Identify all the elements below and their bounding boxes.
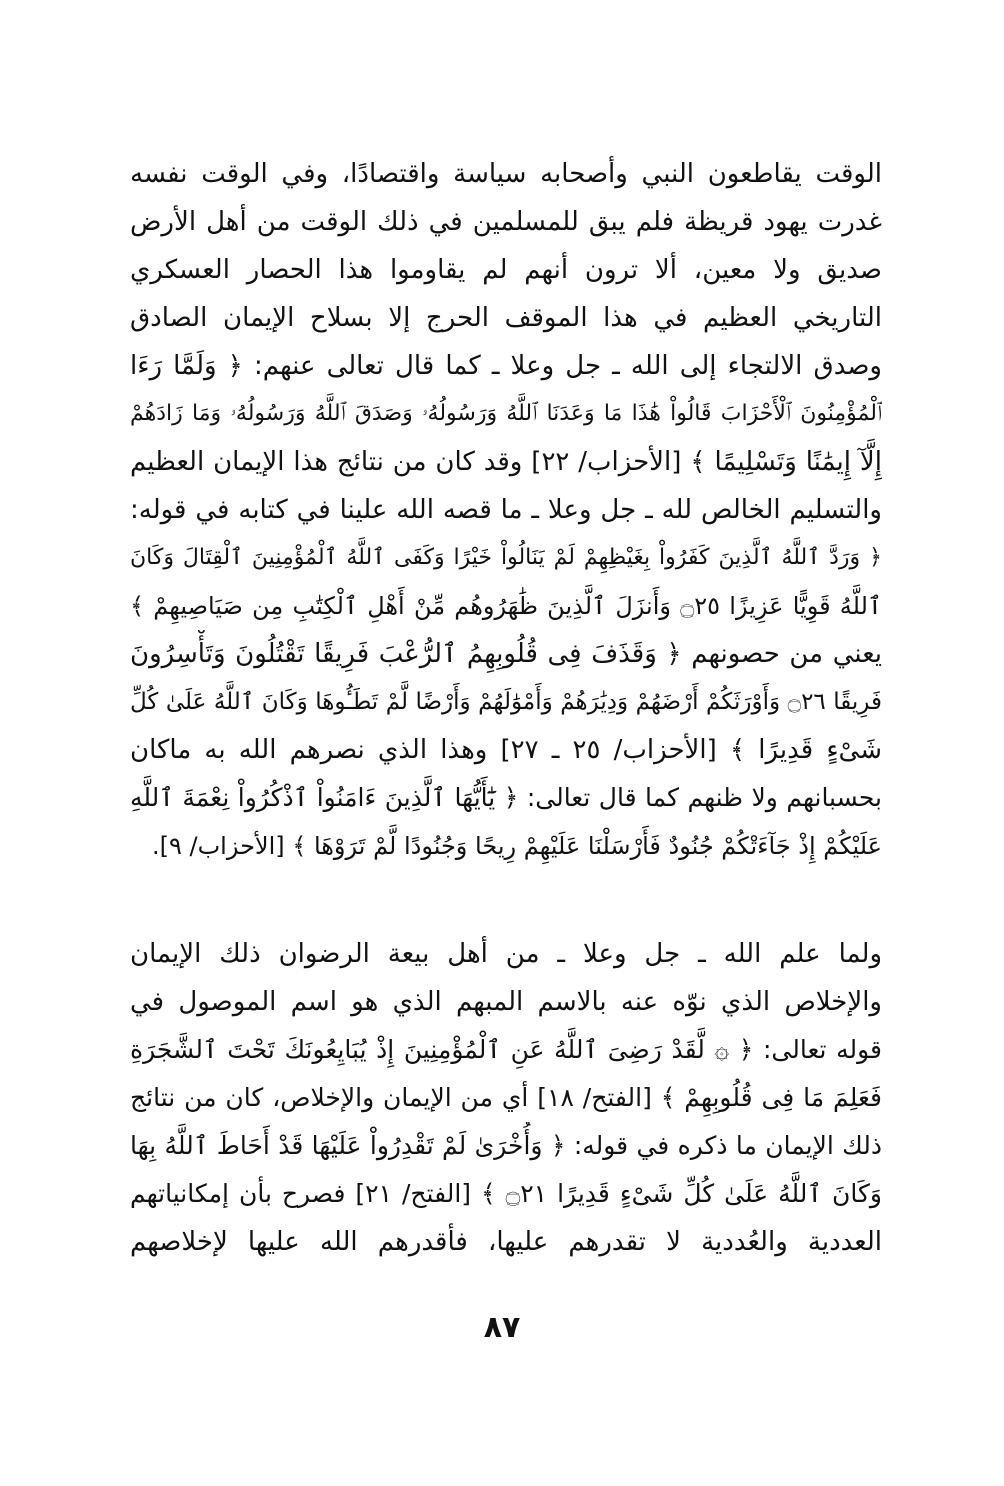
text-line: العددية والعُددية لا تقدرهم عليها، فأقدرهم الله عليها لإخلاصهم — [130, 1227, 882, 1257]
quran-verse-line: ٱللَّهُ قَوِيًّا عَزِيزًا ۝٢٥ وَأَنزَلَ ٱلَّذِينَ ظَٰهَرُوهُم مِّنْ أَهْلِ ٱلْكِتَٰبِ مِن صَيَاصِيهِمْ ﴾ — [130, 592, 882, 620]
text-line: ولما علم الله ـ جل وعلا ـ من أهل بيعة الرضوان ذلك الإيمان — [130, 939, 882, 969]
text-line: صديق ولا معين، ألا ترون أنهم لم يقاوموا هذا الحصار العسكري — [130, 255, 882, 285]
quran-verse-line: فَرِيقًا ۝٢٦ وَأَوْرَثَكُمْ أَرْضَهُمْ وَدِيَٰرَهُمْ وَأَمْوَٰلَهُمْ وَأَرْضًا لَّمْ تَطَـُٔوهَا وَكَانَ ٱللَّهُ عَلَىٰ كُلِّ — [130, 689, 882, 715]
paragraph-1 — [130, 150, 882, 870]
text-line: ذلك الإيمان ما ذكره في قوله: ﴿ وَأُخْرَىٰ لَمْ تَقْدِرُواْ عَلَيْهَا قَدْ أَحَاطَ ٱللَّهُ بِهَا — [130, 1131, 882, 1160]
text-line: إِلَّآ إِيمَٰنًا وَتَسْلِيمًا ﴾ [الأحزاب/ ٢٢] وقد كان من نتائج هذا الإيمان العظيم — [130, 447, 882, 477]
text-line: فَعَلِمَ مَا فِى قُلُوبِهِمْ ﴾ [الفتح/ ١٨] أي من الإيمان والإخلاص، كان من نتائج — [130, 1083, 882, 1112]
text-line: بحسبانهم ولا ظنهم كما قال تعالى: ﴿ يَٰٓأَيُّهَا ٱلَّذِينَ ءَامَنُواْ ٱذْكُرُواْ نِعْمَةَ ٱللَّهِ — [130, 783, 882, 812]
paragraph-2 — [130, 930, 882, 1266]
text-line: الوقت يقاطعون النبي وأصحابه سياسة واقتصادًا، وفي الوقت نفسه — [130, 159, 882, 189]
quran-verse-line: ﴿ وَرَدَّ ٱللَّهُ ٱلَّذِينَ كَفَرُواْ بِغَيْظِهِمْ لَمْ يَنَالُواْ خَيْرًا وَكَفَى ٱللَّهُ ٱلْمُؤْمِنِينَ ٱلْقِتَالَ وَكَانَ — [130, 545, 882, 570]
text-line: التاريخي العظيم في هذا الموقف الحرج إلا بسلاح الإيمان الصادق — [130, 303, 882, 333]
text-line: والإخلاص الذي نوّه عنه بالاسم المبهم الذي هو اسم الموصول في — [130, 987, 882, 1017]
text-line: يعني من حصونهم ﴿ وَقَذَفَ فِى قُلُوبِهِمُ ٱلرُّعْبَ فَرِيقًا تَقْتُلُونَ وَتَأْسِرُونَ — [130, 639, 882, 669]
page-number: ٨٧ — [483, 1310, 521, 1345]
text-line: وصدق الالتجاء إلى الله ـ جل وعلا ـ كما قال تعالى عنهم: ﴿ وَلَمَّا رَءَا — [130, 351, 882, 381]
text-line: شَىْءٍ قَدِيرًا ﴾ [الأحزاب/ ٢٥ ـ ٢٧] وهذا الذي نصرهم الله به ماكان — [130, 735, 882, 765]
text-line: غدرت يهود قريظة فلم يبق للمسلمين في ذلك الوقت من أهل الأرض — [130, 207, 882, 237]
quran-verse-line: عَلَيْكُمْ إِذْ جَآءَتْكُمْ جُنُودٌ فَأَرْسَلْنَا عَلَيْهِمْ رِيحًا وَجُنُودًا لَّمْ تَرَوْهَا ﴾ [الأحزاب/ ٩]. — [151, 832, 882, 860]
text-line: والتسليم الخالص لله ـ جل وعلا ـ ما قصه الله علينا في كتابه في قوله: — [130, 495, 882, 525]
quran-verse-line: ٱلْمُؤْمِنُونَ ٱلْأَحْزَابَ قَالُواْ هَٰذَا مَا وَعَدَنَا ٱللَّهُ وَرَسُولُهُۥ وَصَدَقَ ٱللَّهُ وَرَسُولُهُۥ وَمَا زَادَهُمْ — [130, 401, 882, 426]
text-line: وَكَانَ ٱللَّهُ عَلَىٰ كُلِّ شَىْءٍ قَدِيرًا ۝٢١ ﴾ [الفتح/ ٢١] فصرح بأن إمكانياتهم — [130, 1179, 882, 1208]
text-line: قوله تعالى: ﴿ ۞ لَّقَدْ رَضِىَ ٱللَّهُ عَنِ ٱلْمُؤْمِنِينَ إِذْ يُبَايِعُونَكَ تَحْتَ ٱلشَّجَرَةِ — [130, 1035, 882, 1064]
